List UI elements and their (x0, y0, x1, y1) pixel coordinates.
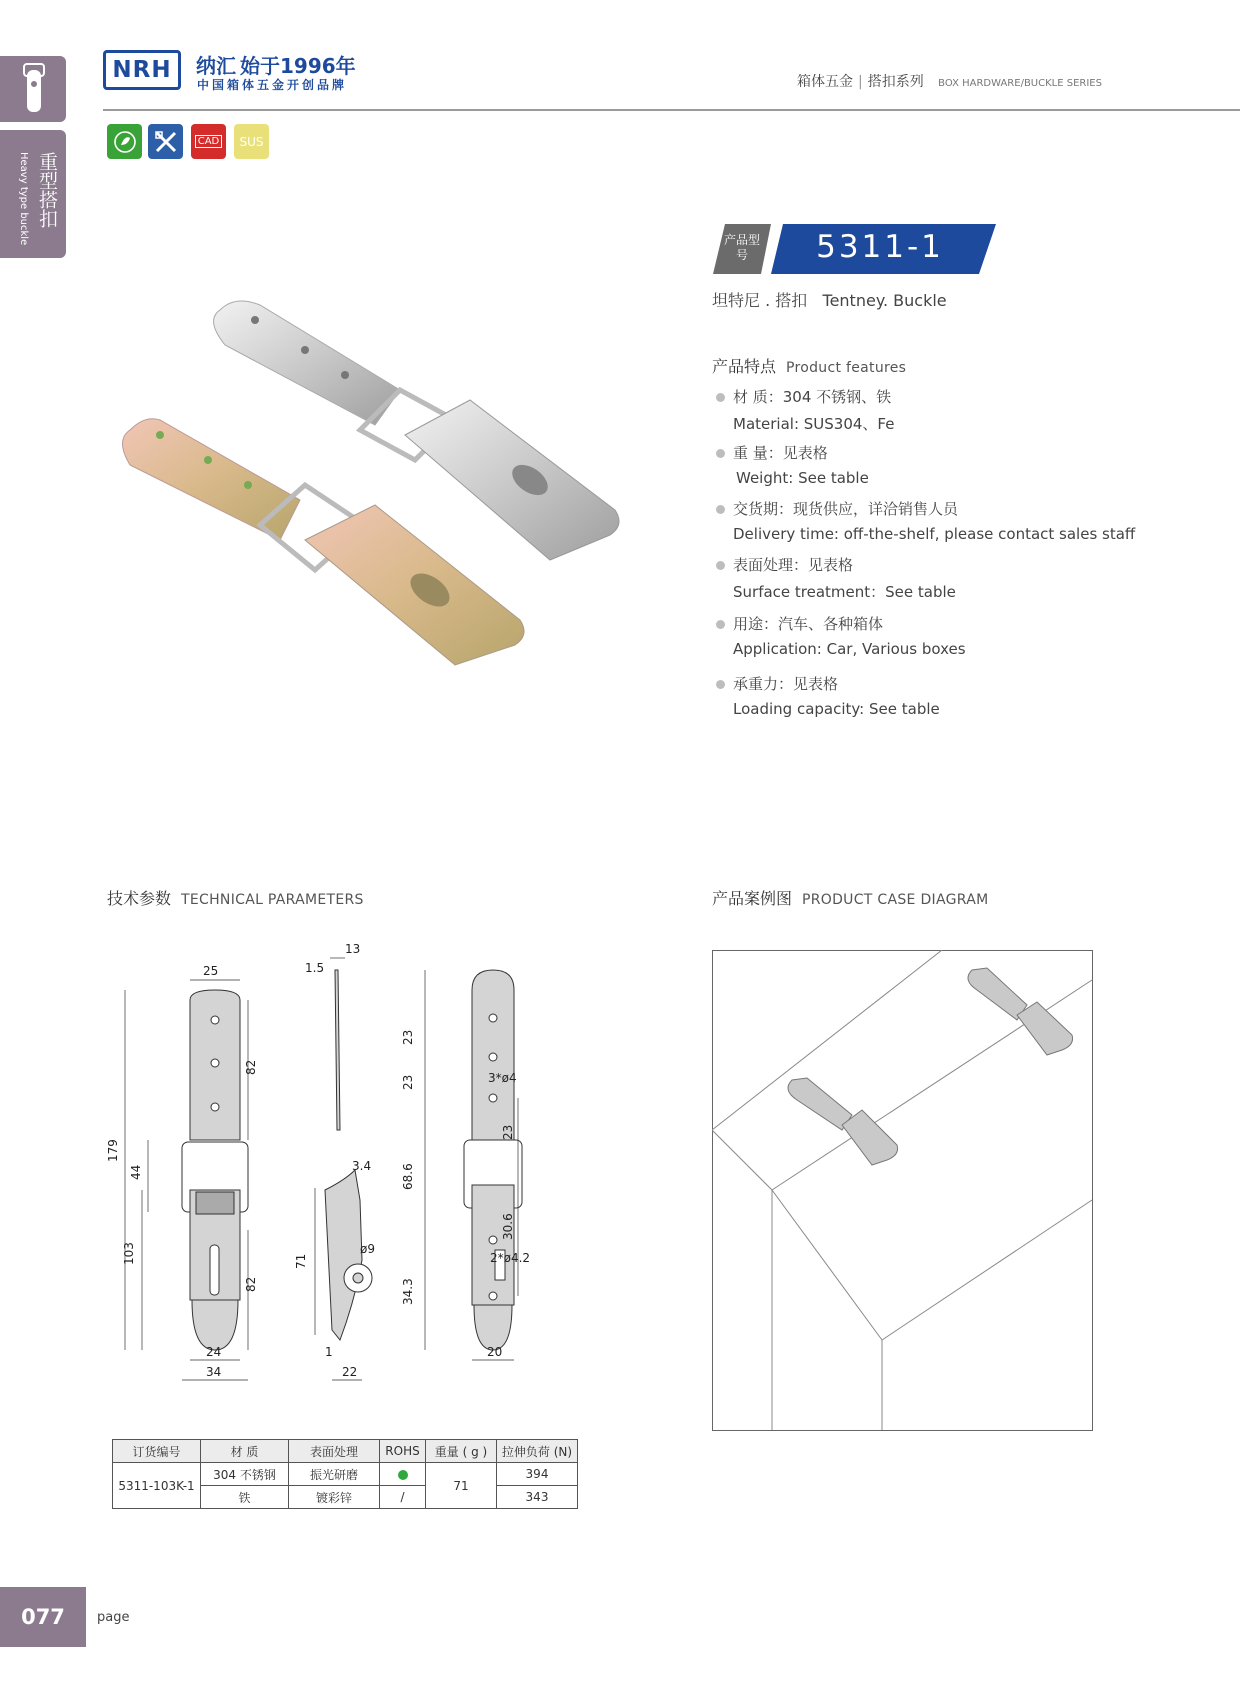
dim-82b: 82 (244, 1276, 258, 1292)
brand-logo: NRH (103, 50, 181, 90)
th-material: 材 质 (201, 1440, 289, 1463)
breadcrumb: 箱体五金 | 搭扣系列 BOX HARDWARE/BUCKLE SERIES (797, 74, 1102, 90)
material-cell: 铁 (201, 1486, 289, 1509)
dim-23c: 23 (501, 1124, 515, 1140)
order-no-cell: 5311-103K-1 (113, 1463, 201, 1509)
load-cell: 343 (497, 1486, 578, 1509)
load-cell: 394 (497, 1463, 578, 1486)
features-list (716, 386, 1236, 729)
tools-icon (148, 124, 183, 159)
feature-item: 表面处理：见表格 Surface treatment：See table (716, 554, 1236, 613)
spec-table (112, 1439, 578, 1509)
th-load: 拉伸负荷 (N) (497, 1440, 578, 1463)
dim-30-6: 30.6 (501, 1213, 515, 1240)
surface-cell: 镀彩锌 (289, 1486, 380, 1509)
dim-34: 34 (206, 1365, 222, 1379)
feature-item: 交货期：现货供应，详洽销售人员 Delivery time: off-the-shelf, please contact sales staff (716, 498, 1236, 554)
product-photo (110, 290, 640, 730)
dim-23a: 23 (401, 1029, 415, 1045)
product-name: 坦特尼 . 搭扣 Tentney. Buckle (712, 291, 947, 310)
dim-23b: 23 (401, 1074, 415, 1090)
dim-82a: 82 (244, 1059, 258, 1075)
technical-drawing (100, 930, 600, 1400)
holes-3: 3*ø4 (488, 1071, 517, 1085)
cad-icon: CAD (191, 124, 226, 159)
feature-item: 用途：汽车、各种箱体 Application: Car, Various boxes (716, 613, 1236, 673)
dim-34-3: 34.3 (401, 1278, 415, 1305)
dim-13: 13 (345, 942, 361, 956)
th-rohs: ROHS (380, 1440, 426, 1463)
dim-24: 24 (206, 1345, 222, 1359)
weight-cell: 71 (426, 1463, 497, 1509)
holes-2: 2*ø4.2 (490, 1251, 531, 1265)
surface-cell: 振光研磨 (289, 1463, 380, 1486)
case-diagram (712, 950, 1093, 1431)
sidebar-icon-tab (0, 56, 66, 122)
sus-icon: SUS (234, 124, 269, 159)
header-divider (103, 109, 1240, 111)
dim-44: 44 (129, 1164, 143, 1180)
feature-item: 材 质：304 不锈钢、铁 Material: SUS304、Fe (716, 386, 1236, 442)
th-order-no: 订货编号 (113, 1440, 201, 1463)
dim-3-4: 3.4 (352, 1159, 372, 1173)
features-title: 产品特点 Product features (712, 357, 907, 376)
dim-1: 1 (325, 1345, 333, 1359)
page-label: page (97, 1610, 130, 1625)
rohs-cell: / (380, 1486, 426, 1509)
th-surface: 表面处理 (289, 1440, 380, 1463)
dim-22: 22 (342, 1365, 358, 1379)
case-diagram-title: 产品案例图 PRODUCT CASE DIAGRAM (712, 889, 989, 908)
dim-68-6: 68.6 (401, 1163, 415, 1190)
model-number: 5311-1 (816, 229, 944, 265)
sidebar-tab-cn: 重型搭扣 (36, 152, 58, 228)
brand-title: 纳汇 始于1996年 (196, 54, 356, 78)
dim-25: 25 (203, 964, 219, 978)
material-cell: 304 不锈钢 (201, 1463, 289, 1486)
brand-subtitle: 中国箱体五金开创品牌 (197, 78, 348, 92)
dim-103: 103 (122, 1242, 136, 1265)
dim-1-5: 1.5 (305, 961, 325, 975)
eco-leaf-icon (107, 124, 142, 159)
dim-179: 179 (106, 1139, 120, 1162)
tech-params-title: 技术参数 TECHNICAL PARAMETERS (107, 889, 364, 908)
feature-item: 重 量：见表格 Weight: See table (716, 442, 1236, 498)
rohs-ok-icon (398, 1470, 408, 1480)
sidebar-tab-en: Heavy type buckle (18, 152, 29, 246)
feature-item: 承重力：见表格 Loading capacity: See table (716, 673, 1236, 729)
table-row (113, 1463, 578, 1486)
rohs-cell (380, 1463, 426, 1486)
th-weight: 重量 ( g ) (426, 1440, 497, 1463)
model-tag-label: 产品型号 (723, 233, 760, 262)
dim-71: 71 (294, 1253, 308, 1269)
page-number: 077 (21, 1605, 65, 1629)
dim-phi9: ø9 (360, 1242, 375, 1256)
buckle-icon (0, 56, 66, 122)
page-number-tab (0, 1587, 86, 1647)
dim-20: 20 (487, 1345, 503, 1359)
sidebar-category-tab[interactable] (0, 130, 66, 258)
